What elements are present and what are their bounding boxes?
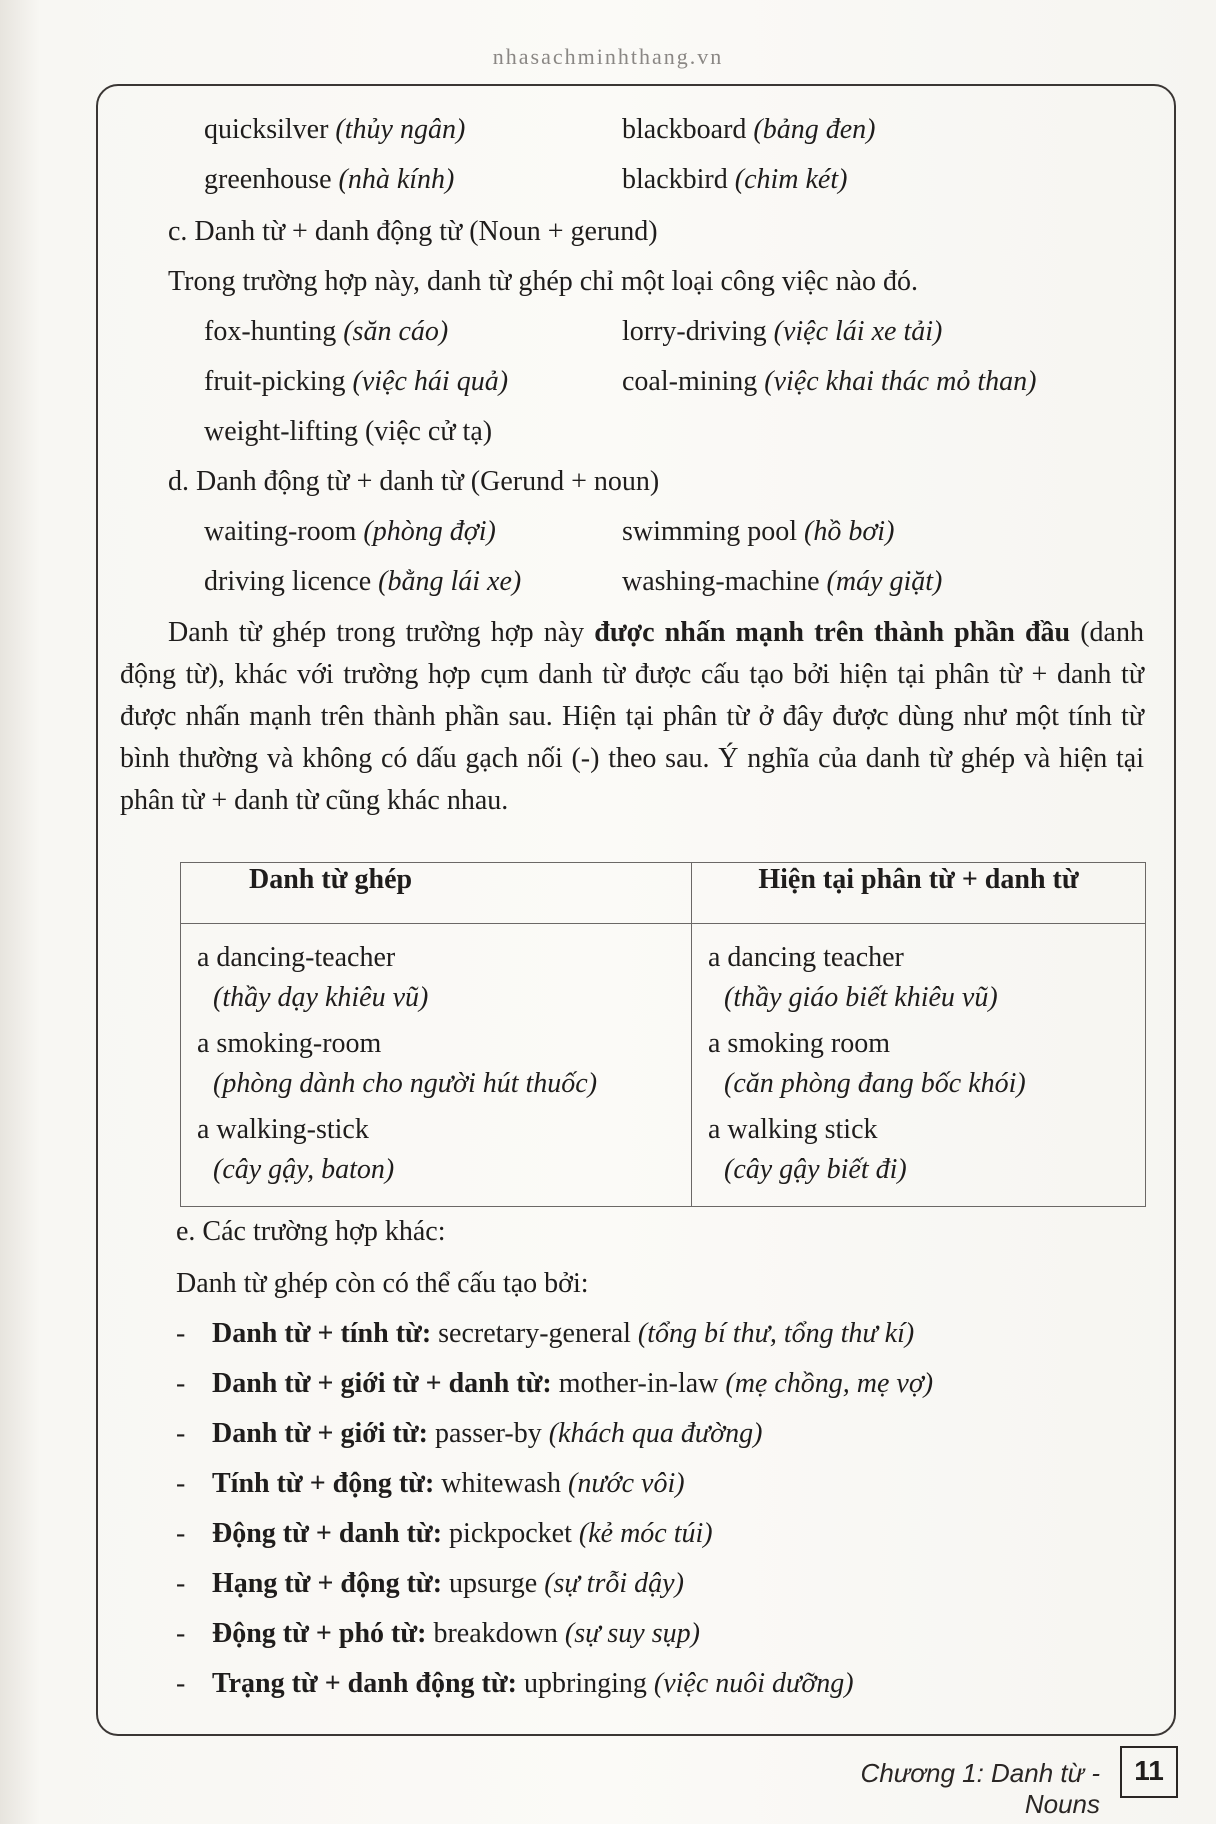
term-vi: (bằng lái xe) <box>378 566 522 597</box>
term-en: washing-machine <box>622 566 820 597</box>
cell-meaning: (cây gậy biết đi) <box>724 1154 907 1185</box>
site-watermark: nhasachminhthang.vn <box>492 44 724 69</box>
section-e-intro: Danh từ ghép còn có thể cấu tạo bởi: <box>176 1268 589 1299</box>
term-en: greenhouse <box>204 164 332 195</box>
list-item: - Động từ + phó từ: breakdown (sự suy sụp) <box>176 1618 700 1649</box>
vocab-item <box>204 112 465 148</box>
comparison-table <box>180 862 1146 1207</box>
cell-term: a dancing teacher <box>708 942 904 973</box>
term-en: coal-mining <box>622 366 758 397</box>
vocab-item <box>204 514 496 550</box>
section-d-paragraph: Danh từ ghép trong trường hợp này được nhấn mạnh trên thành phần đầu (danh động từ), khác với trường hợp cụm danh từ được cấu tạo bởi hiện tại phân từ + danh từ được nhấn mạnh trên thành phần sau. Hiện tại phân từ ở đây được dùng như một tính từ bình thường và không có dấu gạch nối (-) theo sau. Ý nghĩa của danh từ ghép và hiện tại phân từ + danh từ cũng khác nhau. <box>120 617 1144 816</box>
section-e-heading: e. Các trường hợp khác: <box>176 1216 446 1247</box>
term-vi: (việc lái xe tải) <box>773 316 943 347</box>
term-vi: (việc khai thác mỏ than) <box>764 366 1037 397</box>
section-c-heading: c. Danh từ + danh động từ (Noun + gerund) <box>168 216 658 247</box>
vocab-item <box>204 162 454 198</box>
list-item: - Danh từ + tính từ: secretary-general (tổng bí thư, tổng thư kí) <box>176 1318 915 1349</box>
cell-meaning: (căn phòng đang bốc khói) <box>724 1068 1026 1099</box>
cell-term: a walking stick <box>708 1114 878 1145</box>
cell-term: a smoking-room <box>197 1028 382 1059</box>
term-en: fruit-picking <box>204 366 346 397</box>
section-d-heading: d. Danh động từ + danh từ (Gerund + noun) <box>168 466 660 497</box>
term-vi: (bảng đen) <box>753 114 876 145</box>
vocab-item <box>622 162 847 198</box>
table-cell <box>692 924 1146 1207</box>
vocab-item <box>622 314 942 350</box>
vocab-item <box>204 314 448 350</box>
term-vi: (thủy ngân) <box>335 114 466 145</box>
vocab-item <box>204 364 508 400</box>
emphasis-text: được nhấn mạnh trên thành phần đầu <box>594 617 1071 648</box>
term-vi: (phòng đợi) <box>363 516 496 547</box>
cell-meaning: (thầy dạy khiêu vũ) <box>213 982 429 1013</box>
cell-meaning: (phòng dành cho người hút thuốc) <box>213 1068 598 1099</box>
list-item: - Tính từ + động từ: whitewash (nước vôi) <box>176 1468 685 1499</box>
term-vi: (hồ bơi) <box>804 516 895 547</box>
list-item: - Danh từ + giới từ + danh từ: mother-in-law (mẹ chồng, mẹ vợ) <box>176 1368 934 1399</box>
cell-meaning: (thầy giáo biết khiêu vũ) <box>724 982 998 1013</box>
term-vi: (việc hái quả) <box>352 366 509 397</box>
list-item: - Trạng từ + danh động từ: upbringing (việc nuôi dưỡng) <box>176 1668 854 1699</box>
vocab-item <box>622 564 942 600</box>
table-cell <box>181 924 692 1207</box>
term-vi: (chim két) <box>734 164 848 195</box>
vocab-item <box>622 112 875 148</box>
term-en: blackboard <box>622 114 747 145</box>
cell-term: a walking-stick <box>197 1114 369 1145</box>
vocab-item <box>204 564 521 600</box>
term-en: quicksilver <box>204 114 329 145</box>
vocab-item <box>622 514 894 550</box>
term-vi: (săn cáo) <box>343 316 449 347</box>
vocab-item-single: weight-lifting (việc cử tạ) <box>204 416 493 447</box>
term-vi: (nhà kính) <box>338 164 455 195</box>
term-en: lorry-driving <box>622 316 767 347</box>
list-item: - Động từ + danh từ: pickpocket (kẻ móc túi) <box>176 1518 713 1549</box>
cell-term: a smoking room <box>708 1028 890 1059</box>
term-en: waiting-room <box>204 516 357 547</box>
term-vi: (máy giặt) <box>826 566 943 597</box>
cell-meaning: (cây gậy, baton) <box>213 1154 395 1185</box>
cell-term: a dancing-teacher <box>197 942 396 973</box>
list-item: - Hạng từ + động từ: upsurge (sự trỗi dậy) <box>176 1568 684 1599</box>
term-en: blackbird <box>622 164 728 195</box>
term-en: fox-hunting <box>204 316 337 347</box>
term-en: driving licence <box>204 566 372 597</box>
vocab-item <box>622 364 1036 400</box>
table-header-row <box>181 863 1146 924</box>
list-item: - Danh từ + giới từ: passer-by (khách qua đường) <box>176 1418 763 1449</box>
column-header-compound: Danh từ ghép <box>181 863 692 924</box>
page-number: 11 <box>1120 1746 1178 1798</box>
table-row <box>181 924 1146 1207</box>
term-en: swimming pool <box>622 516 798 547</box>
section-c-intro: Trong trường hợp này, danh từ ghép chỉ một loại công việc nào đó. <box>168 266 918 297</box>
column-header-participle: Hiện tại phân từ + danh từ <box>692 863 1146 924</box>
chapter-footer: Chương 1: Danh từ - Nouns <box>860 1758 1100 1819</box>
